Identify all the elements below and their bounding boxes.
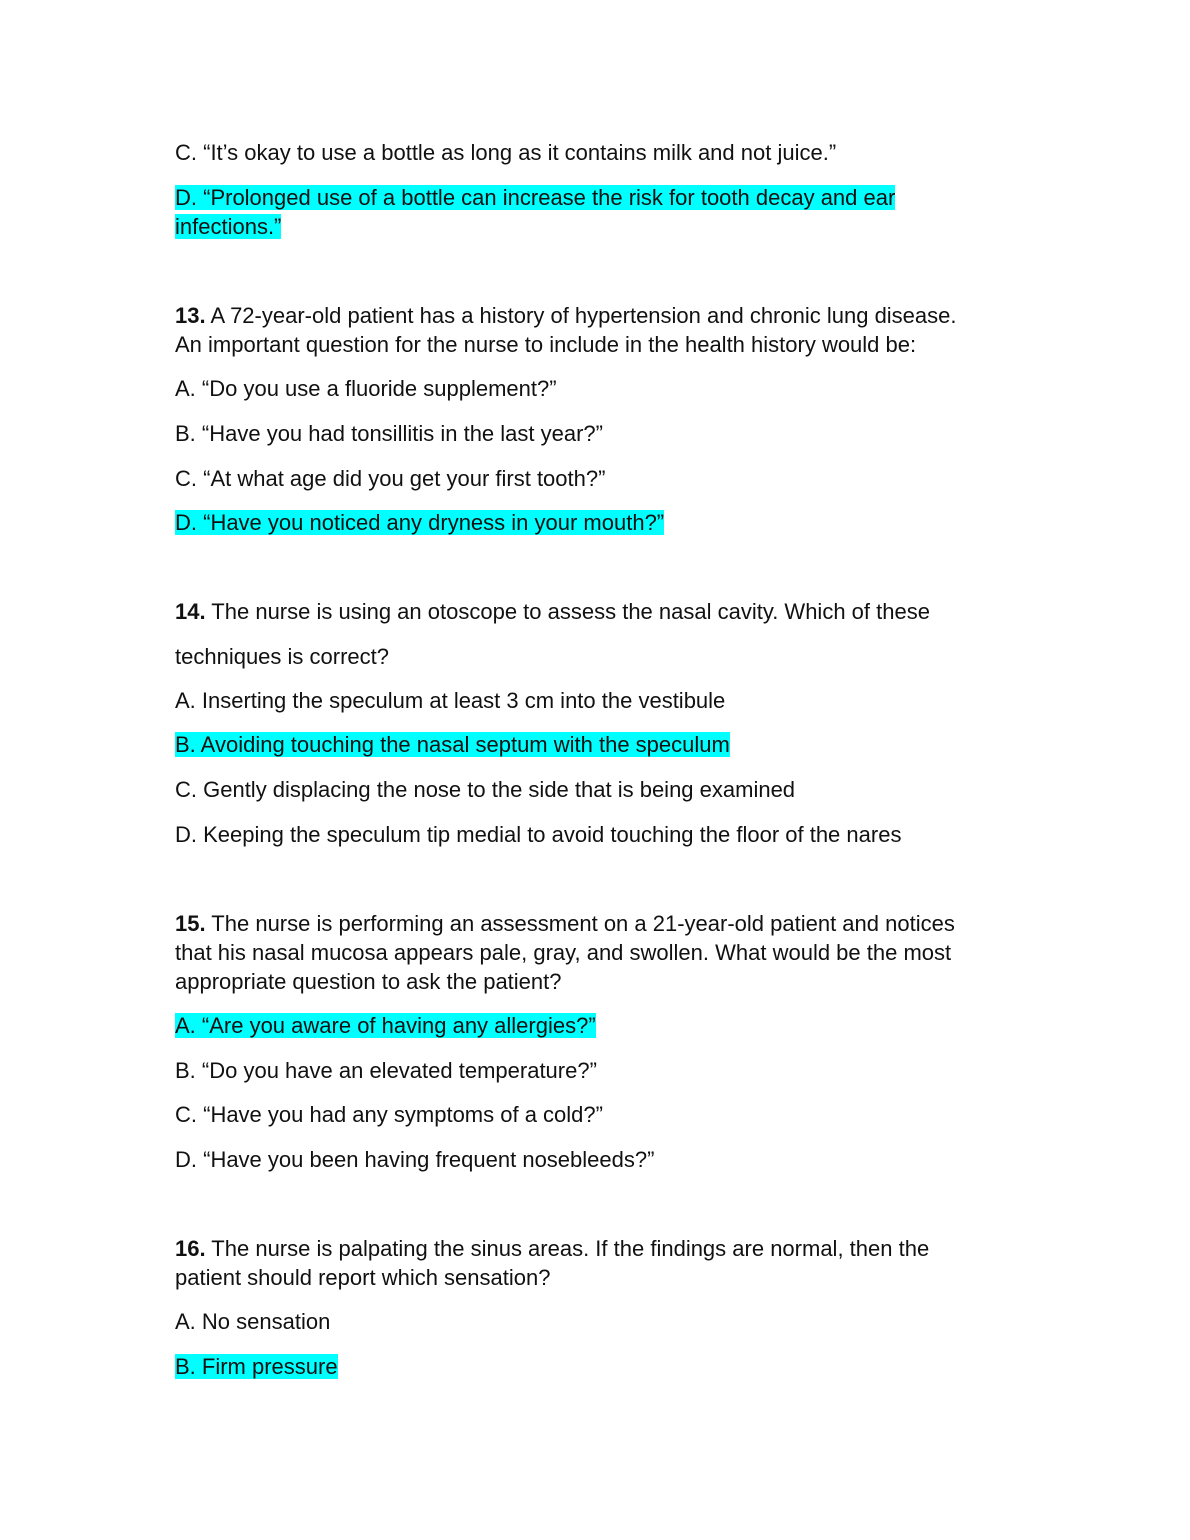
q14-number: 14. xyxy=(175,599,206,624)
q15-stem-cont: that his nasal mucosa appears pale, gray, and swollen. What would be the most xyxy=(175,940,952,965)
q12-option-d-answer-cont: infections.” xyxy=(175,214,282,239)
q16-option-a: A. No sensation xyxy=(175,1309,331,1334)
q14-option-a: A. Inserting the speculum at least 3 cm into the vestibule xyxy=(175,688,726,713)
q15-stem-cont-2: appropriate question to ask the patient? xyxy=(175,969,562,994)
q13-stem-cont: An important question for the nurse to include in the health history would be: xyxy=(175,332,917,357)
q13-stem: 13. A 72-year-old patient has a history of hypertension and chronic lung disease. xyxy=(175,303,957,328)
q16-number: 16. xyxy=(175,1236,206,1261)
q13-option-d-answer: D. “Have you noticed any dryness in your mouth?” xyxy=(175,510,665,535)
q15-option-c: C. “Have you had any symptoms of a cold?” xyxy=(175,1102,603,1127)
q14-option-b-answer: B. Avoiding touching the nasal septum with the speculum xyxy=(175,732,730,757)
q15-stem: 15. The nurse is performing an assessment on a 21-year-old patient and notices xyxy=(175,911,955,936)
q13-option-b: B. “Have you had tonsillitis in the last year?” xyxy=(175,421,603,446)
q16-option-b-answer: B. Firm pressure xyxy=(175,1354,338,1379)
q16-stem: 16. The nurse is palpating the sinus areas. If the findings are normal, then the xyxy=(175,1236,930,1261)
q14-stem-cont: techniques is correct? xyxy=(175,644,389,669)
q14-stem: 14. The nurse is using an otoscope to assess the nasal cavity. Which of these xyxy=(175,599,930,624)
q13-number: 13. xyxy=(175,303,206,328)
q15-option-d: D. “Have you been having frequent nosebleeds?” xyxy=(175,1147,655,1172)
q13-option-a: A. “Do you use a fluoride supplement?” xyxy=(175,376,557,401)
q14-option-c: C. Gently displacing the nose to the side that is being examined xyxy=(175,777,796,802)
q12-option-c: C. “It’s okay to use a bottle as long as it contains milk and not juice.” xyxy=(175,140,837,165)
q12-option-d-answer: D. “Prolonged use of a bottle can increase the risk for tooth decay and ear xyxy=(175,185,896,210)
q15-number: 15. xyxy=(175,911,206,936)
q13-option-c: C. “At what age did you get your first tooth?” xyxy=(175,466,606,491)
q14-option-d: D. Keeping the speculum tip medial to avoid touching the floor of the nares xyxy=(175,822,902,847)
q15-option-a-answer: A. “Are you aware of having any allergies?” xyxy=(175,1013,596,1038)
q16-stem-cont: patient should report which sensation? xyxy=(175,1265,551,1290)
q15-option-b: B. “Do you have an elevated temperature?” xyxy=(175,1058,597,1083)
